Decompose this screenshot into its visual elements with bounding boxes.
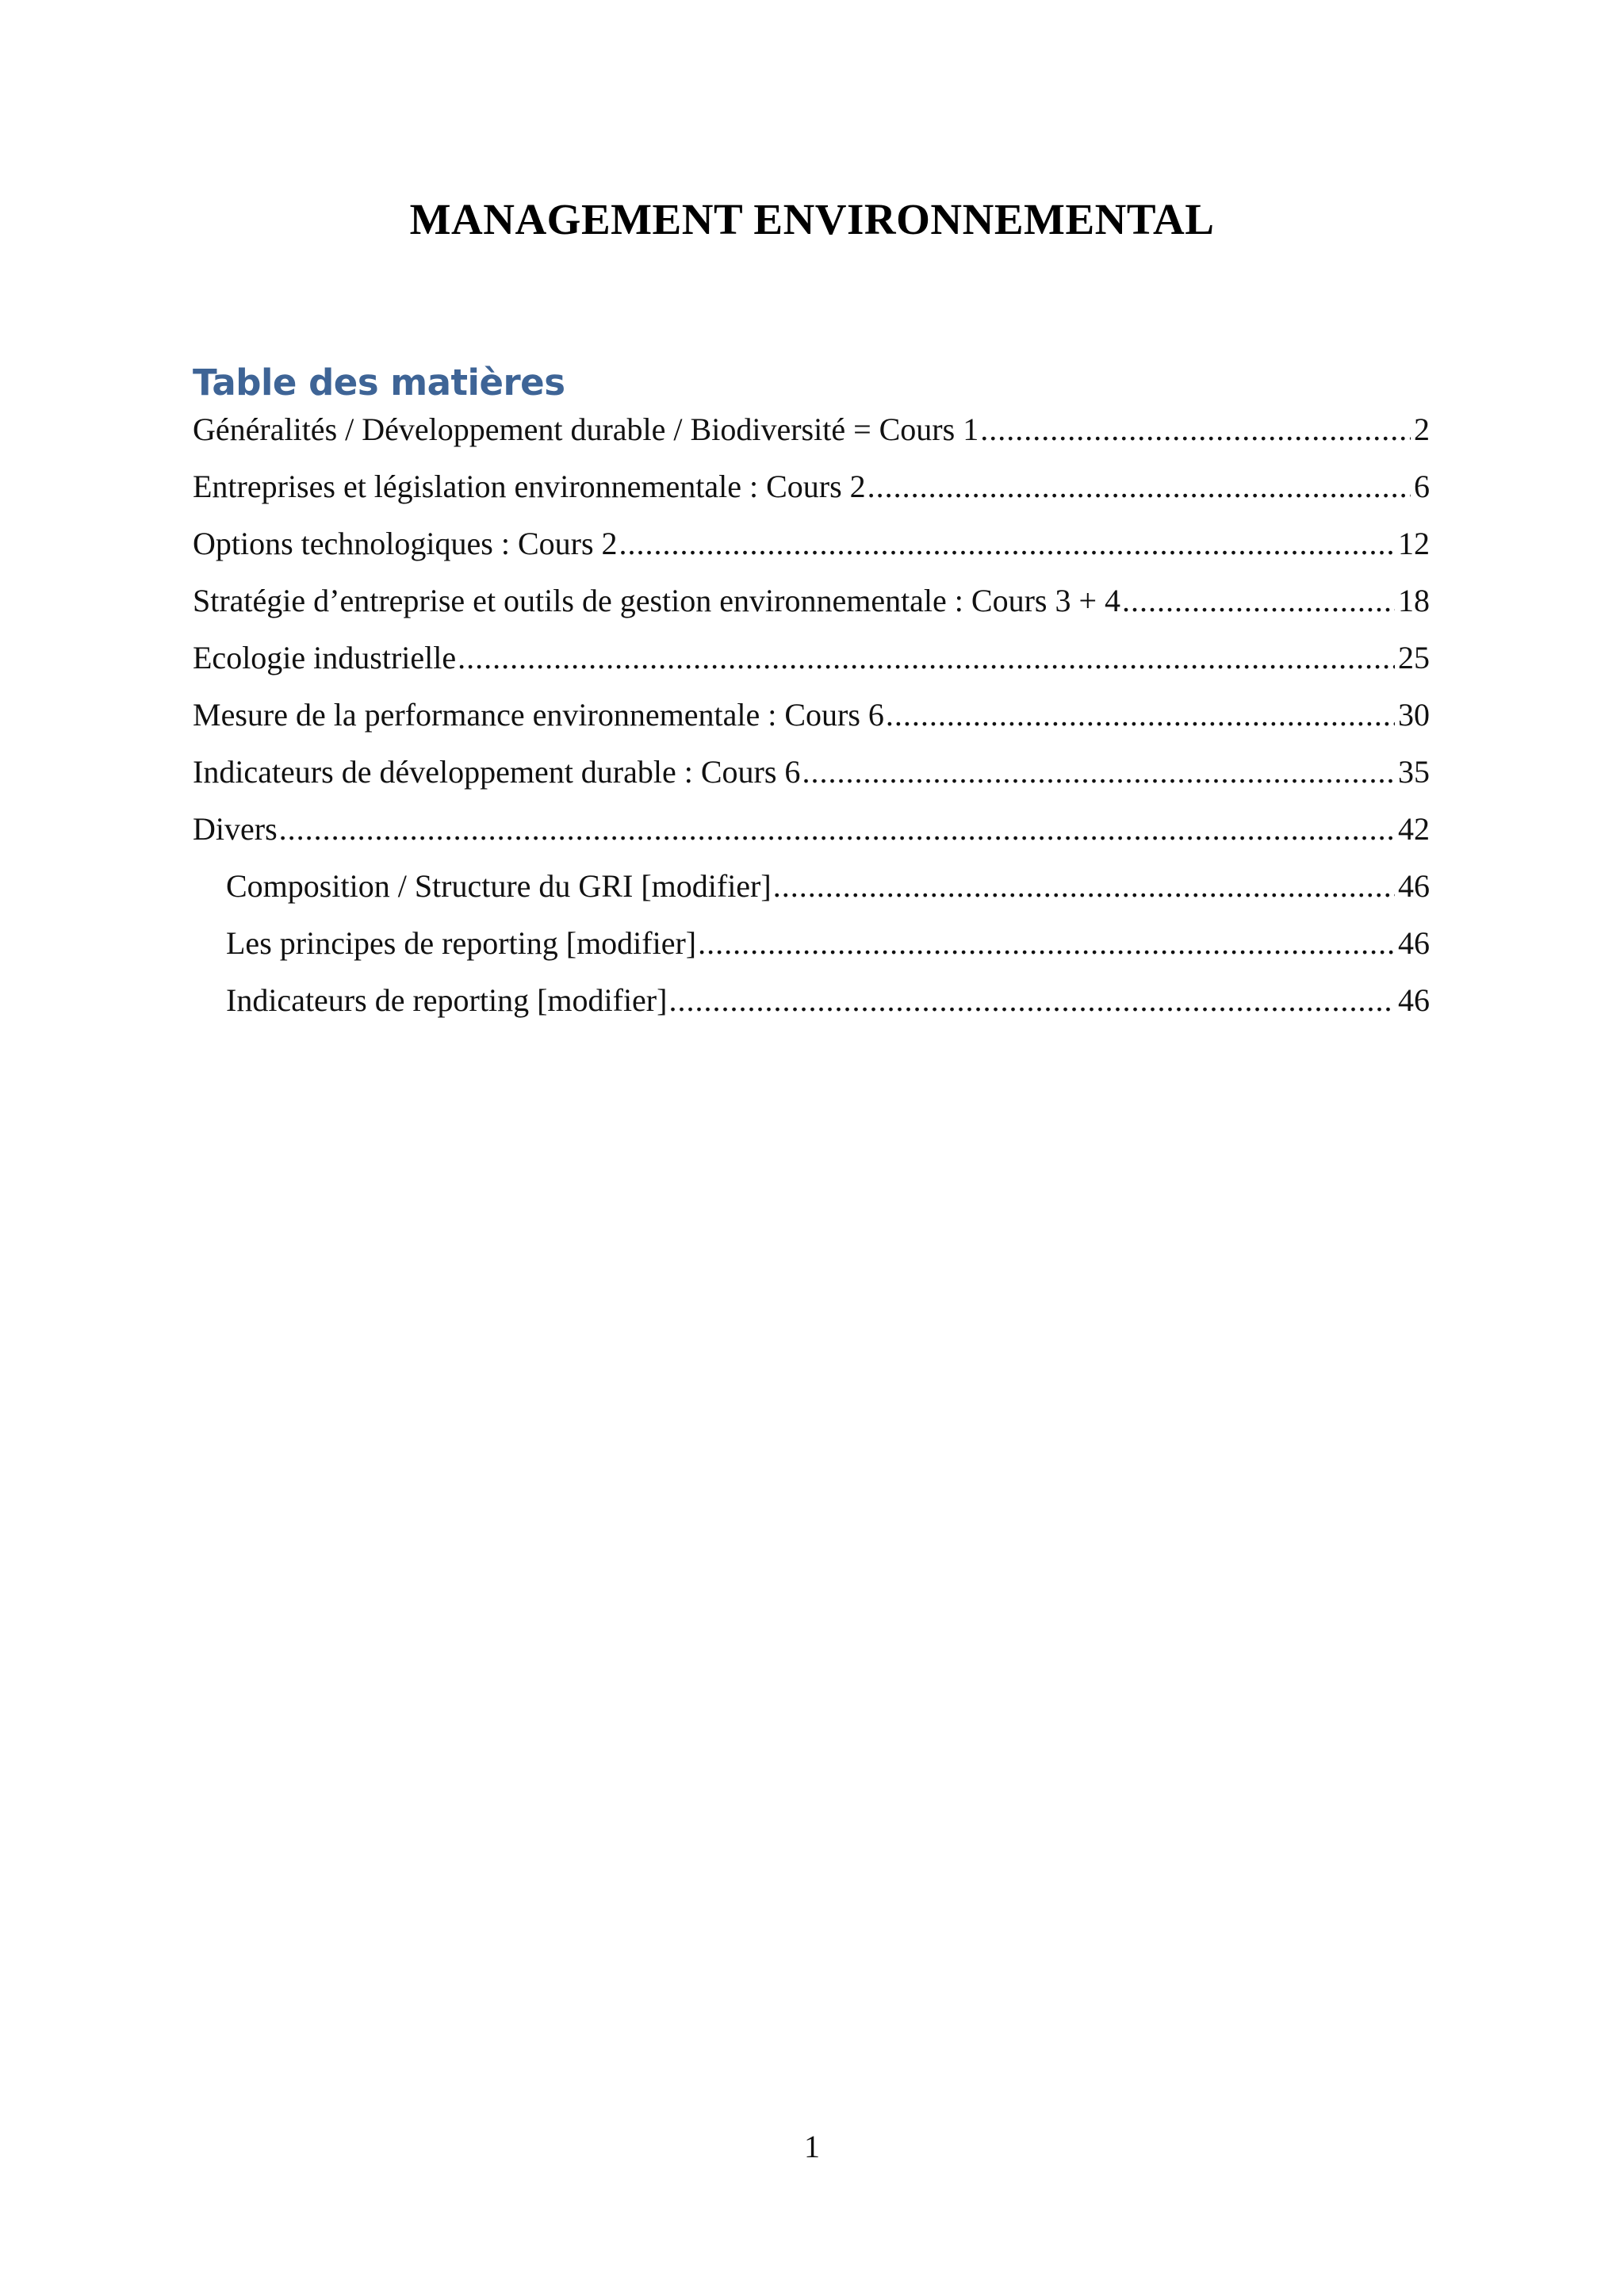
toc-entry-page[interactable]: 18 [1398, 583, 1430, 618]
toc-entry-page[interactable]: 46 [1398, 982, 1430, 1018]
toc-heading: Table des matières [193, 362, 565, 404]
toc-dot-leader [698, 915, 1395, 972]
toc-entry[interactable] [193, 458, 1430, 515]
toc-subentry[interactable] [193, 972, 1430, 1029]
toc-dot-leader [980, 401, 1411, 458]
document-title: MANAGEMENT ENVIRONNEMENTAL [409, 195, 1215, 243]
toc-entry-title[interactable]: Généralités / Développement durable / Biodiversité = Cours 1 [193, 411, 979, 447]
toc-entry[interactable] [193, 801, 1430, 858]
toc-entry-title[interactable]: Indicateurs de développement durable : Cours 6 [193, 754, 801, 790]
table-of-contents [193, 401, 1430, 1029]
toc-dot-leader [458, 629, 1395, 687]
toc-dot-leader [886, 687, 1395, 744]
toc-entry-title[interactable]: Entreprises et législation environnementale : Cours 2 [193, 469, 866, 504]
page-number: 1 [804, 2129, 820, 2164]
toc-subentry[interactable] [193, 858, 1430, 915]
toc-entry-title[interactable]: Indicateurs de reporting [modifier] [226, 982, 668, 1018]
toc-dot-leader [1122, 572, 1395, 629]
toc-dot-leader [802, 744, 1395, 801]
toc-entry-title[interactable]: Options technologiques : Cours 2 [193, 526, 618, 561]
toc-dot-leader [668, 972, 1395, 1029]
toc-dot-leader [773, 858, 1395, 915]
toc-entry[interactable] [193, 401, 1430, 458]
toc-dot-leader [868, 458, 1411, 515]
toc-entry-page[interactable]: 6 [1414, 469, 1430, 504]
toc-entry-page[interactable]: 46 [1398, 925, 1430, 961]
toc-entry-page[interactable]: 25 [1398, 640, 1430, 675]
toc-entry[interactable] [193, 744, 1430, 801]
toc-entry-title[interactable]: Composition / Structure du GRI [modifier] [226, 868, 772, 904]
toc-entry[interactable] [193, 515, 1430, 572]
toc-dot-leader [619, 515, 1395, 572]
toc-entry-title[interactable]: Ecologie industrielle [193, 640, 457, 675]
toc-entry-page[interactable]: 42 [1398, 811, 1430, 847]
toc-subentry[interactable] [193, 915, 1430, 972]
toc-entry-page[interactable]: 30 [1398, 697, 1430, 733]
toc-entry[interactable] [193, 572, 1430, 629]
toc-entry-page[interactable]: 2 [1414, 411, 1430, 447]
toc-entry[interactable] [193, 629, 1430, 687]
toc-dot-leader [279, 801, 1395, 858]
toc-entry[interactable] [193, 687, 1430, 744]
toc-entry-page[interactable]: 35 [1398, 754, 1430, 790]
toc-entry-page[interactable]: 12 [1398, 526, 1430, 561]
toc-entry-title[interactable]: Mesure de la performance environnementale : Cours 6 [193, 697, 884, 733]
toc-entry-title[interactable]: Divers [193, 811, 278, 847]
toc-entry-page[interactable]: 46 [1398, 868, 1430, 904]
toc-entry-title[interactable]: Les principes de reporting [modifier] [226, 925, 697, 961]
toc-entry-title[interactable]: Stratégie d’entreprise et outils de gestion environnementale : Cours 3 + 4 [193, 583, 1121, 618]
